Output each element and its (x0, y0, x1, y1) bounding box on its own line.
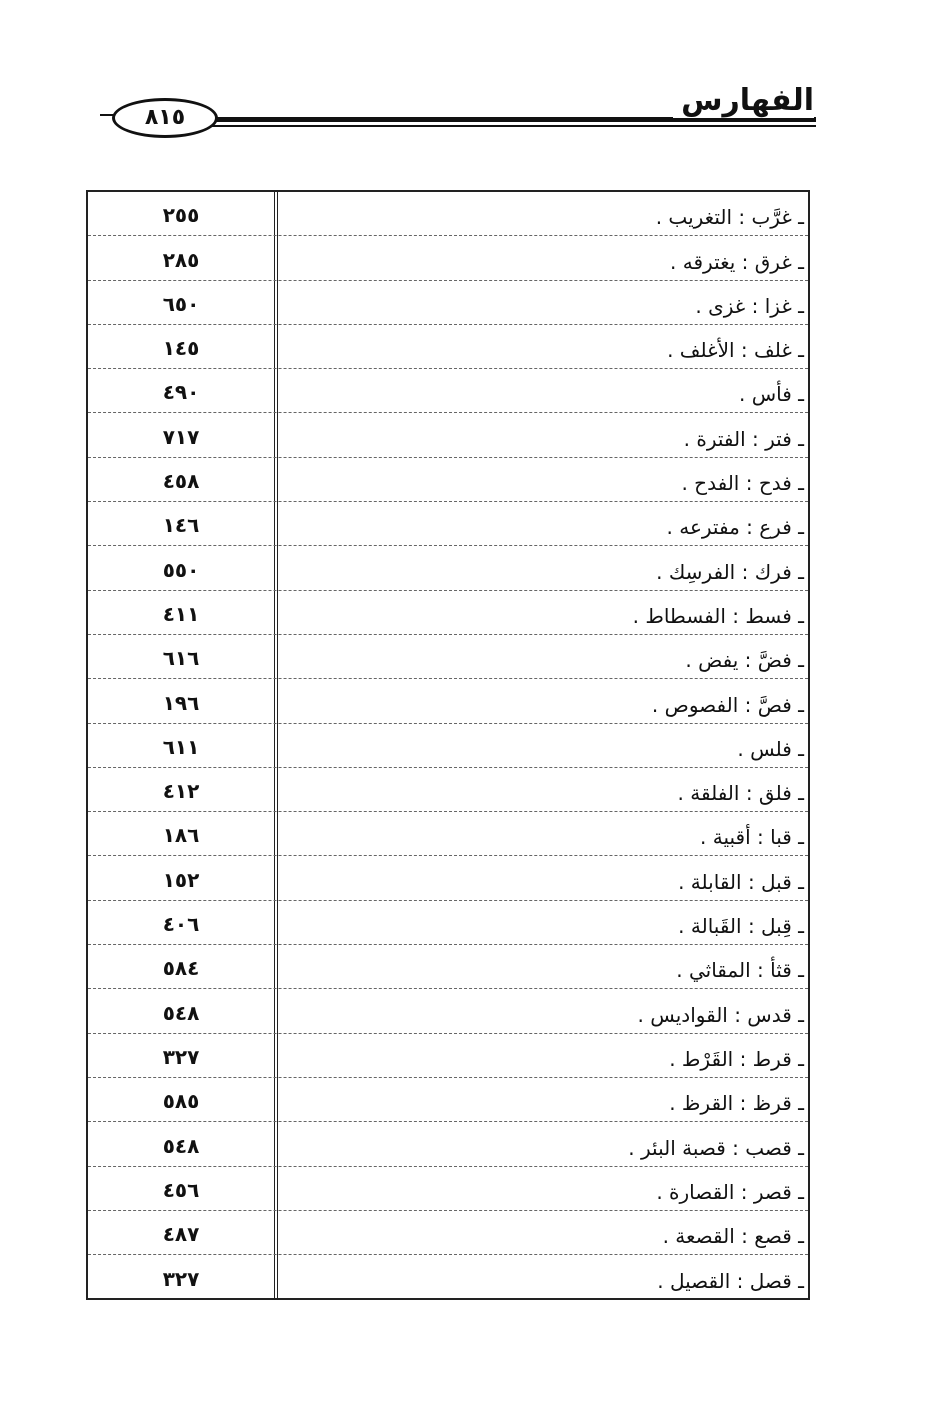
entry-term: ـ قصل : القصيل . (657, 1269, 804, 1294)
entry-page-number: ٧١٧ (162, 424, 200, 449)
entry-page-number: ٤١٢ (162, 779, 200, 804)
entry-page-number: ٣٢٧ (162, 1044, 200, 1069)
entry-term: ـ قبا : أقبية . (700, 825, 804, 850)
index-rows (88, 192, 808, 1298)
entry-term: ـ قرظ : القرظ . (669, 1091, 804, 1116)
table-row (88, 546, 808, 590)
section-title: الفهارس (673, 84, 814, 118)
entry-term: ـ غرق : يغترقه . (670, 249, 804, 274)
entry-term: ـ قثأ : المقاثي . (676, 958, 804, 983)
page-number: ٨١٥ (112, 98, 218, 138)
entry-term: ـ قدس : القواديس . (637, 1002, 804, 1027)
table-row (88, 192, 808, 236)
table-row (88, 1034, 808, 1078)
entry-page-number: ٥٤٨ (162, 1133, 200, 1158)
table-row (88, 989, 808, 1033)
entry-term: ـ فصَّ : الفصوص . (651, 692, 804, 717)
entry-page-number: ٦١١ (162, 734, 200, 759)
entry-page-number: ٢٨٥ (162, 247, 200, 272)
entry-page-number: ١٨٦ (162, 823, 200, 848)
index-table (86, 190, 810, 1300)
entry-term: ـ قصع : القصعة . (662, 1224, 804, 1249)
entry-term: ـ غزا : غزى . (695, 293, 804, 318)
entry-page-number: ٦٥٠ (162, 291, 200, 316)
table-row (88, 502, 808, 546)
entry-page-number: ٤٥٦ (162, 1177, 200, 1202)
entry-page-number: ٢٥٥ (162, 203, 200, 228)
table-row (88, 945, 808, 989)
entry-term: ـ فضَّ : يفض . (685, 648, 804, 673)
table-row (88, 724, 808, 768)
entry-term: ـ فلق : الفلقة . (677, 781, 804, 806)
entry-page-number: ٤٥٨ (162, 469, 200, 494)
table-row (88, 591, 808, 635)
entry-page-number: ١٤٥ (162, 336, 200, 361)
entry-term: ـ فلس . (737, 736, 804, 761)
table-row (88, 635, 808, 679)
entry-term: ـ فرك : الفرسِك . (656, 559, 804, 584)
table-row (88, 812, 808, 856)
entry-term: ـ فدح : الفدح . (681, 471, 804, 496)
entry-term: ـ فرع : مفترعه . (666, 515, 804, 540)
entry-term: ـ قبل : القابلة . (678, 869, 804, 894)
entry-term: ـ قصر : القصارة . (656, 1179, 804, 1204)
entry-page-number: ٤٩٠ (162, 380, 200, 405)
entry-page-number: ١٤٦ (162, 513, 200, 538)
entry-term: ـ قِبل : القَبالة . (678, 914, 804, 939)
table-row (88, 768, 808, 812)
entry-page-number: ٥٨٥ (162, 1089, 200, 1114)
entry-term: ـ غلف : الأغلف . (667, 338, 804, 363)
table-row (88, 856, 808, 900)
table-row (88, 1255, 808, 1299)
entry-page-number: ١٩٦ (162, 690, 200, 715)
entry-page-number: ٦١٦ (162, 646, 200, 671)
table-row (88, 1122, 808, 1166)
entry-term: ـ غرَّب : التغريب . (655, 205, 804, 230)
entry-term: ـ فسط : الفسطاط . (632, 603, 804, 628)
table-row (88, 1167, 808, 1211)
table-row (88, 901, 808, 945)
table-row (88, 281, 808, 325)
entry-term: ـ فأس . (739, 382, 804, 407)
entry-term: ـ قصب : قصبة البئر . (628, 1135, 804, 1160)
table-row (88, 679, 808, 723)
table-row (88, 1078, 808, 1122)
table-row (88, 458, 808, 502)
entry-page-number: ٥٥٠ (162, 557, 200, 582)
page-header (100, 83, 816, 140)
entry-page-number: ٣٢٧ (162, 1267, 200, 1292)
entry-page-number: ٥٨٤ (162, 956, 200, 981)
entry-page-number: ٤١١ (162, 601, 200, 626)
table-row (88, 325, 808, 369)
entry-term: ـ فتر : الفترة . (683, 426, 804, 451)
table-row (88, 413, 808, 457)
entry-page-number: ٥٤٨ (162, 1000, 200, 1025)
table-row (88, 1211, 808, 1255)
table-row (88, 236, 808, 280)
entry-page-number: ٤٠٦ (162, 912, 200, 937)
entry-term: ـ قرط : القَرْط . (669, 1046, 804, 1071)
table-row (88, 369, 808, 413)
entry-page-number: ١٥٢ (162, 867, 200, 892)
entry-page-number: ٤٨٧ (162, 1222, 200, 1247)
header-rule-thin (210, 125, 816, 127)
